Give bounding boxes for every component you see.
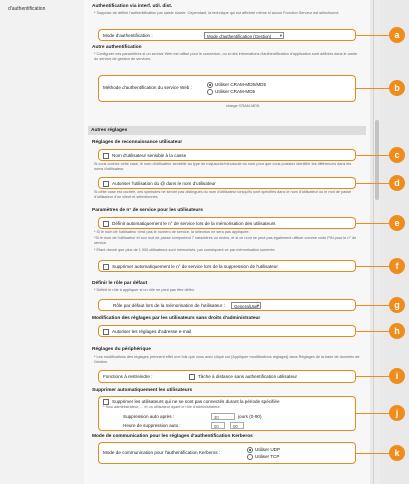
callout-marker-j: j [389, 405, 405, 421]
checkbox-icon [103, 264, 109, 270]
sidebar-item[interactable]: d'authentification [8, 6, 46, 12]
callout-marker-a: a [389, 27, 405, 43]
other-auth-note: * Configurer ces paramètres si un service Web est utilisé pour le connexion, ou si des informations d'authentification d'application sont définies dans le cadre du service de gestion de services. [94, 52, 358, 61]
auth-method-title: Authentification via interf. util. dist. [92, 4, 173, 9]
callout-marker-d: d [389, 175, 405, 191]
service-number-note-3: * Étant donné que plus de 1 000 utilisateurs sont mémorisés, par conséquent ce par mémorisation sommée. [94, 248, 276, 252]
default-role-note: * Définit le rôle à appliquer si un rôle ne peut pas être défini. [94, 288, 195, 292]
admin-mod-title: Modification des réglages par les utilisateurs sans droits d'administrateur [92, 316, 261, 321]
radio-selected-icon [247, 447, 253, 453]
allow-email-row [98, 325, 356, 337]
auth-method-select[interactable]: Mode d'authentification (Gestion) ▾ [204, 32, 284, 39]
case-sensitive-row [98, 149, 356, 161]
other-settings-header: Autres réglages [88, 126, 366, 135]
web-auth-subnote: charge CRAM-MD5. [226, 104, 261, 108]
other-auth-title: Autre authentification [92, 45, 142, 50]
radio-icon [247, 454, 253, 460]
remote-job-checkbox[interactable]: Tâche à distance sans authentification utilisateur [189, 374, 297, 380]
auto-delete-service-checkbox[interactable]: Supprimer automatiquement le n° de service lors de la suppression de l'utilisateur [103, 264, 278, 270]
default-role-row [98, 299, 356, 311]
scrollbar-thumb[interactable] [375, 120, 379, 200]
checkbox-icon [103, 329, 109, 335]
auto-delete-users-row [98, 396, 356, 431]
callout-marker-k: k [389, 445, 405, 461]
service-number-note-1: * Si le nom de l'utilisateur n'est pas le numéro de service, la sélection ne sera pas appliquée. [94, 230, 250, 234]
callout-marker-i: i [389, 368, 405, 384]
kerberos-label: Mode de communication pour l'authentification Kerberos : [103, 450, 221, 455]
callout-marker-g: g [389, 297, 405, 313]
allow-email-checkbox[interactable]: Autoriser les réglages d'adresse e-mail [103, 329, 191, 335]
callout-line [355, 305, 391, 306]
callout-line [355, 223, 391, 224]
callout-line [355, 155, 391, 156]
kerberos-option-tcp[interactable]: Utiliser TCP [247, 454, 279, 460]
restrict-functions-label: Fonctions à restreindre : [103, 374, 153, 379]
callout-marker-f: f [389, 258, 405, 274]
peripheral-title: Réglages du périphérique [92, 347, 151, 352]
auth-method-row [98, 29, 356, 41]
auto-delete-note: * Seul administrateur, ... et un utilisateur ayant le rôle d'administrateur. [103, 405, 221, 409]
callout-line [355, 453, 391, 454]
callout-marker-c: c [389, 147, 405, 163]
checkbox-icon [103, 221, 109, 227]
service-number-title: Paramètres de n° de service pour les utilisateurs [92, 208, 203, 213]
callout-line [355, 331, 391, 332]
scrollbar[interactable] [373, 0, 380, 484]
kerberos-option-udp[interactable]: Utiliser UDP [247, 447, 280, 453]
callout-line [355, 413, 391, 414]
default-role-label: Rôle par défaut lors de la mémorisation de l'utilisateur : [113, 302, 225, 308]
radio-icon [207, 89, 213, 95]
checkbox-icon [189, 374, 195, 380]
auth-method-label: Mode d'authentification : [103, 32, 153, 38]
kerberos-title: Mode de communication pour les réglages d'authentification Kerberos [92, 434, 253, 439]
auto-delete-period-input[interactable]: 30 [211, 413, 235, 420]
checkbox-icon [103, 153, 109, 159]
callout-line [355, 35, 391, 36]
peripheral-note: * Les modifications des réglages prennent effet une fois que vous avez cliqué sur [Appliquer modifications réglages] dans Réglages de la base de données de Gestion. [94, 355, 360, 364]
web-auth-label: Méthode d'authentification du service Web : [103, 85, 192, 90]
radio-selected-icon [207, 82, 213, 88]
auto-delete-period-label: Suppression auto après : [123, 414, 175, 419]
callout-line [355, 376, 391, 377]
kerberos-row [98, 442, 356, 464]
user-recognition-title: Réglages de reconnaissance utilisateur [92, 140, 183, 145]
allow-at-checkbox[interactable]: Autoriser l'utilisation du @ dans le nom d'utilisateur [103, 181, 216, 187]
callout-marker-b: b [389, 80, 405, 96]
auto-delete-minute-input[interactable]: 00 [230, 422, 244, 429]
callout-line [355, 183, 391, 184]
case-sensitive-checkbox[interactable]: Nom d'utilisateur sensible à la casse [103, 153, 186, 159]
auto-delete-hour-input[interactable]: 00 [211, 422, 225, 429]
callout-line [355, 266, 391, 267]
auto-delete-time-label: Heure de suppression auto : [123, 423, 181, 428]
callout-marker-e: e [389, 215, 405, 231]
auto-delete-service-row [98, 260, 356, 272]
auth-method-note: * Suppose de définir l'authentification par saisie clavier. Cependant, la technique qui est affichée même si aucun Fonction Serveur est sélectionné. [94, 11, 340, 15]
callout-marker-h: h [389, 323, 405, 339]
web-auth-option-1[interactable]: Utiliser CRAM-MD5/MD5 [207, 82, 266, 88]
default-role-title: Définir le rôle par défaut [92, 281, 148, 286]
auto-assign-row [98, 217, 356, 229]
auto-delete-title: Supprimer automatiquement les utilisateurs [92, 388, 193, 393]
callout-line [355, 88, 391, 89]
sidebar [0, 0, 85, 484]
case-sensitive-note: Si vous cochez cette case, le nom d'utilisateur sensible au type de majuscule/minuscule du nom pour que vous puissiez identifier les différences dans les noms d'utilisateur. [94, 162, 352, 171]
checkbox-icon [103, 181, 109, 187]
settings-panel [84, 0, 370, 484]
restrict-functions-row [98, 370, 356, 383]
service-number-note-2: *Si le nom de l'utilisateur et son mot de passe comportent 7 caractères ou moins, et si ce nom ne peut pas également utiliser comme code PIN pour le n° de service. [94, 236, 357, 245]
allow-at-note: Si cette case est cochée, ces symboles ne seront pas distingués du nom d'utilisateur lorsqu'ils sont spécifiés dans le nom d'utilisateur ou le mot de passe d'utilisateur d'un client et sélectionnés. [94, 190, 352, 199]
web-auth-option-2[interactable]: Utiliser CRAM-MD5 [207, 89, 255, 95]
auto-delete-users-checkbox[interactable]: Supprimer les utilisateurs qui ne se sont pas connectés durant la période spécifiée [103, 399, 280, 405]
web-auth-row [98, 75, 356, 102]
auto-delete-period-unit: jours (0-90) [238, 414, 262, 419]
default-role-select[interactable]: GeneralUser ▾ [231, 302, 261, 309]
auto-assign-checkbox[interactable]: Définir automatiquement le n° de service lors de la mémorisation des utilisateurs [103, 221, 275, 227]
allow-at-row [98, 177, 356, 189]
